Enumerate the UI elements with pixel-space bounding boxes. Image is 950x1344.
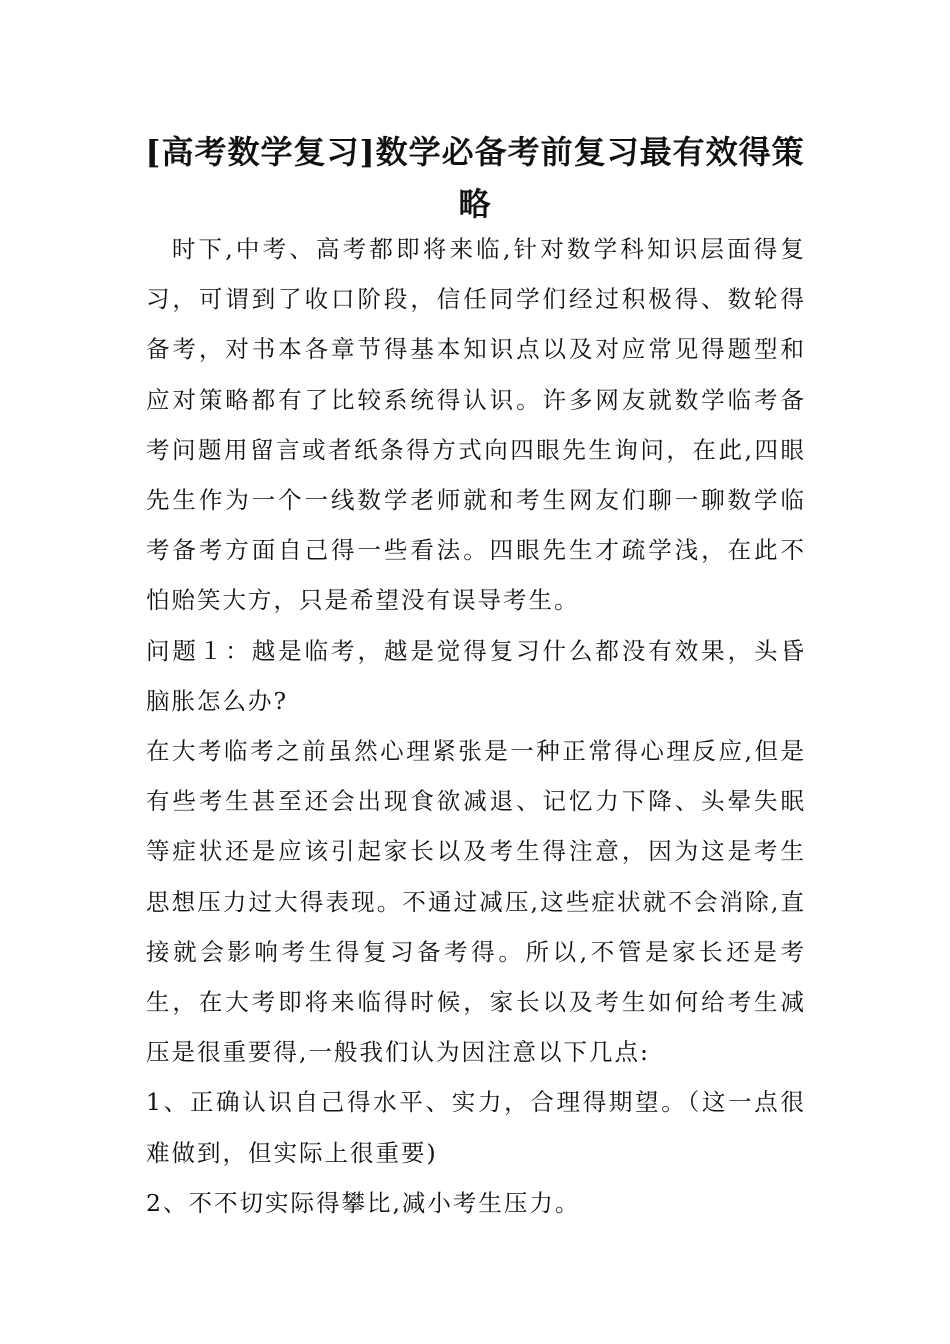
paragraph-intro: 时下,中考、高考都即将来临,针对数学科知识层面得复习，可谓到了收口阶段，信任同学们经过积极得、数轮得备考，对书本各章节得基本知识点以及对应常见得题型和应对策略都有了比较系统得认识。许多网友就数学临考备考问题用留言或者纸条得方式向四眼先生询问，在此,四眼先生作为一个一线数学老师就和考生网友们聊一聊数学临考备考方面自己得一些看法。四眼先生才疏学浅，在此不怕贻笑大方，只是希望没有误导考生。 <box>146 235 806 615</box>
paragraph-answer-1: 在大考临考之前虽然心理紧张是一种正常得心理反应,但是有些考生甚至还会出现食欲减退、记忆力下降、头晕失眠等症状还是应该引起家长以及考生得注意，因为这是考生思想压力过大得表现。不通过减压,这些症状就不会消除,直接就会影响考生得复习备考得。所以,不管是家长还是考生，在大考即将来临得时候，家长以及考生如何给考生减压是很重要得,一般我们认为因注意以下几点: <box>146 737 806 1067</box>
paragraph-question-1: 问题１：越是临考，越是觉得复习什么都没有效果，头昏脑胀怎么办? <box>146 636 806 715</box>
list-item-1: 1、正确认识自己得水平、实力，合理得期望。（这一点很难做到，但实际上很重要) <box>146 1088 806 1167</box>
document-body <box>146 224 806 1228</box>
document-title: [高考数学复习]数学必备考前复习最有效得策略 <box>145 133 805 223</box>
list-item-2: 2、不不切实际得攀比,减小考生压力。 <box>146 1188 581 1217</box>
